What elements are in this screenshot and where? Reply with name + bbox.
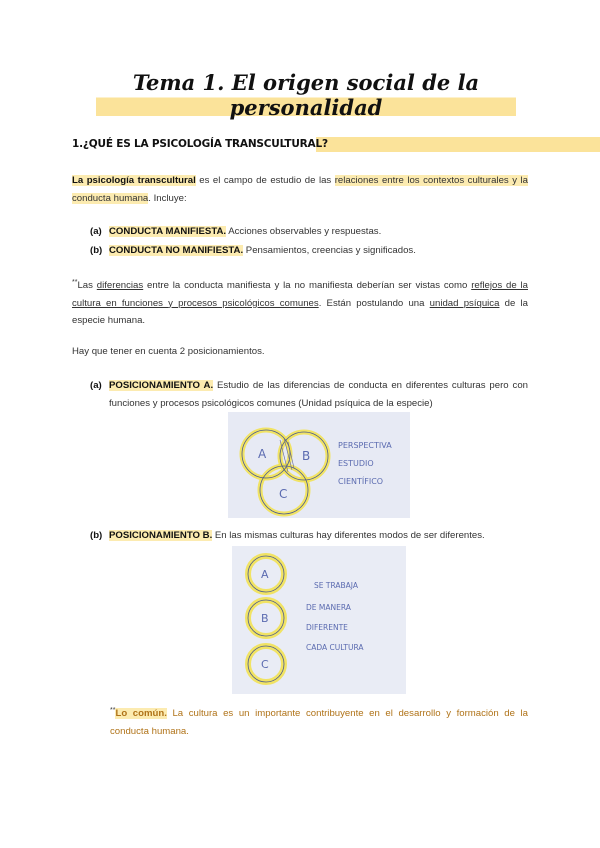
circle-label: A [261, 568, 269, 581]
section-heading [72, 136, 528, 154]
circle-label: B [261, 612, 269, 625]
handwritten-text: DE MANERA [306, 603, 351, 612]
paragraph-positions: Hay que tener en cuenta 2 posicionamientos. [72, 346, 265, 357]
venn-label: A [258, 447, 267, 461]
underlined-term: reflejos de la cultura en funciones y procesos psicológicos comunes [72, 280, 528, 309]
circle-label: C [261, 658, 269, 671]
page-title: Tema 1. El origen social de la personalidad [96, 70, 516, 120]
list-marker: (a) [90, 380, 102, 391]
list-marker: (b) [90, 530, 103, 541]
section-heading-text: 1.¿QUÉ ES LA PSICOLOGÍA TRANSCULTURAL? [72, 138, 328, 150]
paragraph-text: . Están postulando una [318, 297, 430, 309]
paragraph-text: Las [77, 280, 97, 292]
note-label: Lo común. [115, 708, 167, 720]
title-container [96, 70, 516, 120]
list-marker: (b) [90, 245, 103, 256]
intro-text-1: es el campo de estudio de las [195, 175, 335, 186]
handwritten-text: SE TRABAJA [314, 581, 358, 590]
list-item-text: Pensamientos, creencias y significados. [243, 245, 416, 256]
intro-term: La psicología transcultural [72, 175, 196, 186]
underlined-term: diferencias [96, 280, 144, 292]
venn-label: C [279, 487, 288, 501]
intro-paragraph [72, 172, 528, 207]
paragraph-text: entre la conducta manifiesta y la no manifiesta deberían ser vistas como [143, 280, 472, 292]
list-item-label: CONDUCTA NO MANIFIESTA. [109, 245, 244, 256]
separate-circles-photo [232, 546, 406, 694]
list-item-label: POSICIONAMIENTO B. [109, 530, 213, 541]
list-marker: (a) [90, 226, 102, 237]
handwritten-text: CIENTÍFICO [338, 477, 384, 486]
list-item-label: POSICIONAMIENTO A. [109, 380, 214, 391]
list-item-label: CONDUCTA MANIFIESTA. [109, 226, 227, 237]
paragraph-text: de la especie humana. [72, 297, 528, 327]
paragraph-differences [72, 274, 528, 330]
list-item-text: Estudio de las diferencias de conducta en diferentes culturas pero con funciones y procesos psicológicos comunes (Unidad psíquica de la especie) [109, 380, 528, 409]
list-item-text: Acciones observables y respuestas. [226, 226, 382, 237]
note-stars: ** [72, 279, 78, 286]
handwritten-text: DIFERENTE [306, 623, 348, 632]
handwritten-text: PERSPECTIVA [338, 441, 392, 450]
note-stars: ** [110, 707, 116, 714]
note-text: La cultura es un importante contribuyente en el desarrollo y formación de la conducta humana. [110, 708, 529, 738]
venn-diagram-photo [228, 412, 410, 518]
venn-label: B [302, 449, 311, 463]
handwritten-text: CADA CULTURA [306, 643, 364, 652]
underlined-term: unidad psíquica [429, 297, 500, 309]
list-item-text: En las mismas culturas hay diferentes modos de ser diferentes. [212, 530, 485, 541]
intro-highlight: relaciones entre los contextos culturales y la conducta humana [72, 175, 528, 204]
handwritten-text: ESTUDIO [338, 459, 374, 468]
common-note [110, 702, 528, 741]
section-heading-highlight-bar [316, 137, 600, 152]
intro-text-2: . Incluye: [148, 192, 187, 204]
